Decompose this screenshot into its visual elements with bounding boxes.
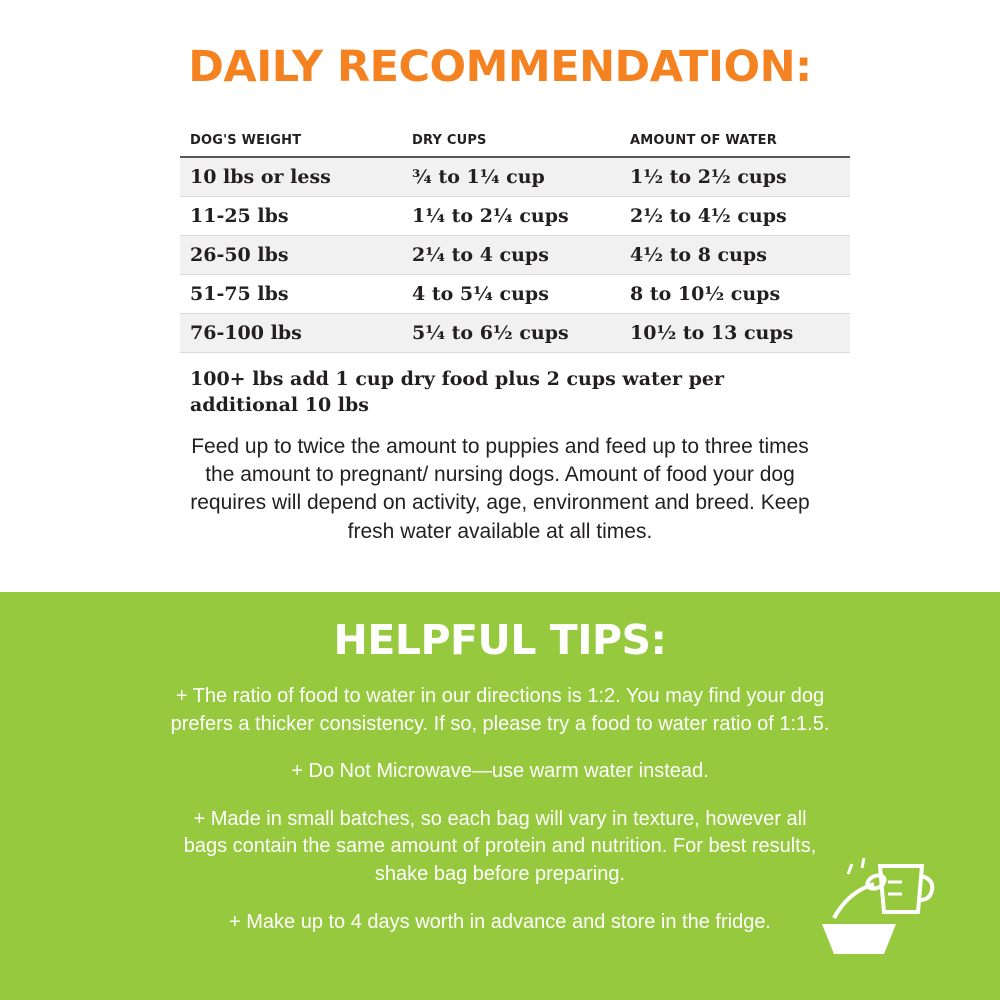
- list-item: + The ratio of food to water in our directions is 1:2. You may find your dog prefers a thicker consistency. If so, please try a food to water ratio of 1:1.5.: [170, 685, 830, 735]
- list-item: + Made in small batches, so each bag will vary in texture, however all bags contain the same amount of protein and nutrition. For best results, shake bag before preparing.: [183, 807, 817, 886]
- table-header-row: [180, 129, 850, 157]
- tips-title: HELPFUL TIPS:: [333, 616, 667, 664]
- table-row: [180, 314, 850, 353]
- table-header: [180, 129, 850, 157]
- cell-water: 8 to 10½ cups: [620, 275, 850, 314]
- cell-dry-cups: 1¼ to 2¼ cups: [402, 197, 620, 236]
- cell-weight: 51-75 lbs: [180, 275, 402, 314]
- cell-dry-cups: ¾ to 1¼ cup: [402, 157, 620, 197]
- page-title: DAILY RECOMMENDATION:: [188, 42, 812, 92]
- column-header-amount-of-water: AMOUNT OF WATER: [620, 129, 850, 157]
- table-row: [180, 157, 850, 197]
- cell-weight: 76-100 lbs: [180, 314, 402, 353]
- cell-dry-cups: 2¼ to 4 cups: [402, 236, 620, 275]
- helpful-tips-section: [0, 592, 1000, 1000]
- feeding-guidance-note: Feed up to twice the amount to puppies and feed up to three times the amount to pregnant/ nursing dogs. Amount of food your dog requires will depend on activity, age, environment and breed. Keep fresh water available at all times.: [190, 434, 810, 543]
- table-row: [180, 236, 850, 275]
- feeding-table: [180, 129, 850, 353]
- column-header-dogs-weight: DOG'S WEIGHT: [180, 129, 402, 157]
- bowl-and-pitcher-icon: [818, 854, 938, 964]
- cell-dry-cups: 4 to 5¼ cups: [402, 275, 620, 314]
- column-header-dry-cups: DRY CUPS: [402, 129, 620, 157]
- cell-weight: 11-25 lbs: [180, 197, 402, 236]
- list-item: + Do Not Microwave—use warm water instead.: [291, 760, 709, 783]
- cell-dry-cups: 5¼ to 6½ cups: [402, 314, 620, 353]
- cell-water: 1½ to 2½ cups: [620, 157, 850, 197]
- table-row: [180, 197, 850, 236]
- list-item: + Make up to 4 days worth in advance and store in the fridge.: [229, 910, 771, 933]
- tips-list: [170, 683, 830, 936]
- cell-water: 4½ to 8 cups: [620, 236, 850, 275]
- cell-weight: 26-50 lbs: [180, 236, 402, 275]
- cell-weight: 10 lbs or less: [180, 157, 402, 197]
- table-row: [180, 275, 850, 314]
- cell-water: 2½ to 4½ cups: [620, 197, 850, 236]
- table-body: [180, 157, 850, 353]
- feeding-table-wrapper: [180, 129, 820, 353]
- cell-water: 10½ to 13 cups: [620, 314, 850, 353]
- additional-weight-note: 100+ lbs add 1 cup dry food plus 2 cups water per additional 10 lbs: [190, 368, 724, 416]
